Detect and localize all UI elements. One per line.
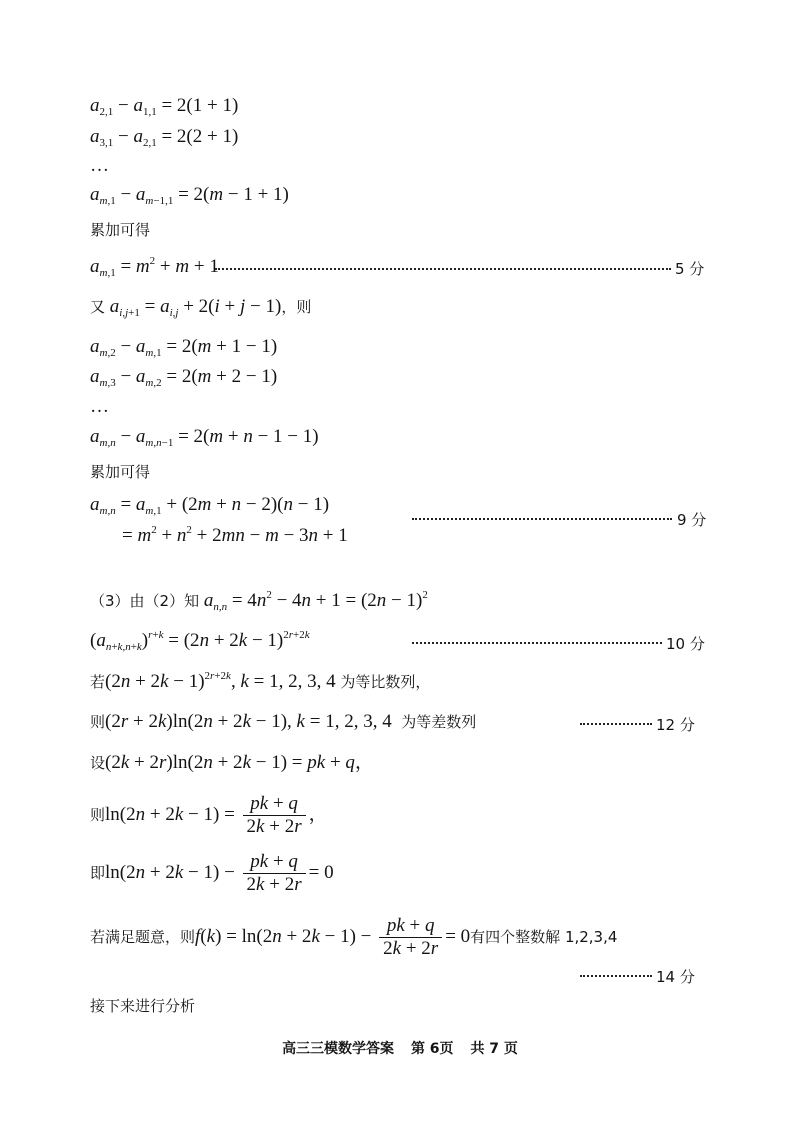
footer-title: 高三三模数学答案 xyxy=(282,1041,395,1057)
score-10: 10 分 xyxy=(666,635,705,653)
footer-total: 共 7 页 xyxy=(470,1041,518,1057)
text-then-comma: ，则 xyxy=(281,298,312,316)
equation-am1-result: $a_{m,1} = m^2 + m + 1$ xyxy=(90,255,219,279)
ellipsis-2: … xyxy=(90,396,109,417)
zero-line: 即ln(2n + 2k − 1) − $\frac{pk + q}{2k + 2r}$ = 0 xyxy=(90,851,334,895)
condition-line: 若满足题意，则f(k) = ln(2n + 2k − 1) − $\frac{pk + q}{2k + 2r}$ = 0有四个整数解 1,2,3,4 xyxy=(90,915,618,959)
text-four-int-solutions: 有四个整数解 xyxy=(470,927,561,946)
text-if-satisfied: 若满足题意，则 xyxy=(90,927,196,946)
score-14: 14 分 xyxy=(656,968,695,986)
equation-am3: $a_{m,3} - a_{m,2} = 2(m + 2 - 1)$ xyxy=(90,366,278,389)
score-12: 12 分 xyxy=(656,716,695,734)
text-then-2: 则 xyxy=(90,805,106,824)
score-leader-10 xyxy=(412,632,662,644)
text-accumulate-1: 累加可得 xyxy=(90,221,151,239)
geometric-line: 若$(2n + 2k - 1)^{2r+2k}$, k = 1, 2, 3, 4 为等比数列， xyxy=(90,670,431,692)
score-5: 5 分 xyxy=(675,260,705,278)
fraction-1: $\frac{pk + q}{2k + 2r}$ xyxy=(243,794,306,837)
score-leader-5 xyxy=(215,258,671,270)
text-let: 设 xyxy=(90,754,106,772)
page-footer xyxy=(0,1038,800,1058)
score-leader-14 xyxy=(580,965,652,977)
equation-am1: $a_{m,1} - a_{m-1,1} = 2(m - 1 + 1)$ xyxy=(90,184,289,207)
text-solutions-list: 1,2,3,4 xyxy=(564,927,618,946)
ln-fraction-line: 则ln(2n + 2k − 1) = $\frac{pk + q}{2k + 2r}$ ， xyxy=(90,793,328,837)
score-9: 9 分 xyxy=(677,511,707,529)
equation-power: $(a_{n+k,n+k})^{r+k} = (2n + 2k - 1)^{2r+2k}$ xyxy=(90,629,310,653)
score-leader-9 xyxy=(412,508,672,520)
equation-amn-result: = $m^2 + n^2 + 2mn - m - 3n + 1$ xyxy=(122,524,348,546)
arithmetic-line: 则(2r + 2k)ln(2n + 2k − 1), k = 1, 2, 3, 4 为等差数列 xyxy=(90,711,477,732)
let-line: 设(2k + 2r)ln(2n + 2k − 1) = pk + q， xyxy=(90,752,374,773)
fraction-2: $\frac{pk + q}{2k + 2r}$ xyxy=(243,852,306,895)
text-also: 又 xyxy=(90,298,106,316)
text-geometric: 为等比数列， xyxy=(340,673,431,691)
footer-page: 第 6页 xyxy=(410,1041,454,1057)
text-then-1: 则 xyxy=(90,713,106,731)
equation-amn-sum: $a_{m,n} = a_{m,1} + (2m + n - 2)(n - 1)$ xyxy=(90,494,330,517)
text-arithmetic: 为等差数列 xyxy=(401,713,477,731)
text-accumulate-2: 累加可得 xyxy=(90,463,151,481)
score-leader-12 xyxy=(580,713,652,725)
recurrence-line: 又 $a_{i,j+1} = a_{i,j} + 2(i + j - 1)$，则 xyxy=(90,296,312,319)
fraction-3: $\frac{pk + q}{2k + 2r}$ xyxy=(379,916,442,959)
text-namely: 即 xyxy=(90,863,106,882)
ellipsis-1: … xyxy=(90,155,109,176)
equation-a31: $a_{3,1} - a_{2,1} = 2(2 + 1)$ xyxy=(90,126,239,149)
text-part3: （3）由（2）知 xyxy=(90,592,200,610)
part3-line: （3）由（2）知 $a_{n,n} = 4n^2 - 4n + 1 = (2n - 1)^2$ xyxy=(90,589,428,613)
text-next: 接下来进行分析 xyxy=(90,997,196,1015)
equation-amn: $a_{m,n} - a_{m,n-1} = 2(m + n - 1 - 1)$ xyxy=(90,426,319,449)
equation-a21: $a_{2,1} - a_{1,1} = 2(1 + 1)$ xyxy=(90,95,239,118)
equation-am2: $a_{m,2} - a_{m,1} = 2(m + 1 - 1)$ xyxy=(90,336,278,359)
text-if: 若 xyxy=(90,673,106,691)
